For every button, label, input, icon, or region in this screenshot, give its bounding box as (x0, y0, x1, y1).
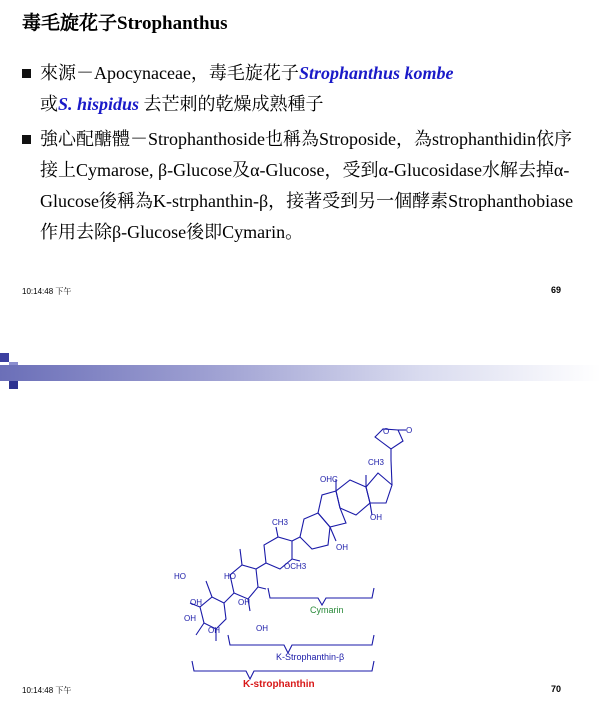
bullet-square-icon (22, 69, 31, 78)
label-ch3-top: CH3 (368, 458, 385, 467)
label-ring-o: O (383, 427, 390, 436)
label-oh-a3: OH (208, 626, 220, 635)
source-prefix: 來源－Apocynaceae，毒毛旋花子 (40, 63, 299, 83)
steroid-ring-a (300, 513, 330, 549)
label-cymarin: Cymarin (310, 605, 344, 615)
label-oh-b1: OH (238, 598, 250, 607)
page-number: 70 (551, 684, 562, 694)
bullet-list (22, 58, 582, 252)
source-connector: 或 (40, 94, 58, 114)
header-gradient-bar (0, 365, 601, 381)
label-carbonyl-o: O (406, 426, 413, 435)
footer-timestamp: 10:14:48 下午 (22, 287, 72, 296)
species-hispidus: S. hispidus (58, 94, 140, 114)
bracket-cymarin (268, 588, 374, 605)
footer-timestamp: 10:14:48 下午 (22, 686, 72, 695)
bullet-source (22, 58, 582, 120)
bracket-k-strophanthin (192, 661, 374, 679)
glucose-ring-alpha (200, 597, 226, 629)
bullet-glycoside (22, 124, 582, 248)
label-ch3-cymarose: CH3 (272, 518, 289, 527)
label-oh-c5: OH (336, 543, 348, 552)
label-oh-b2: OH (256, 624, 268, 633)
steroid-ring-d (366, 473, 392, 503)
label-oh-c14: OH (370, 513, 382, 522)
bullet-square-icon (22, 135, 31, 144)
glycoside-text: 強心配醣體－Strophanthoside也稱為Stroposide，為strophanthidin依序接上Cymarose, β-Glucose及α-Glucose，受到α-Glucosidase水解去掉α-Glucose後稱為K-strphanthin-β，接著受到另一個酵素Strophanthobiase作用去除β-Glucose後即Cymarin。 (40, 129, 574, 242)
label-k-strophanthin-beta: K-Strophanthin-β (276, 652, 345, 662)
species-kombe: Strophanthus kombe (298, 63, 454, 83)
label-ho-glc1: HO (174, 572, 186, 581)
glucose-ring-beta (230, 565, 258, 599)
label-k-strophanthin: K-strophanthin (243, 679, 315, 690)
cymarin-structure-diagram (0, 403, 601, 703)
label-oh-a1: OH (190, 598, 202, 607)
label-oh-a2: OH (184, 614, 196, 623)
slide-title: 毒毛旋花子Strophanthus (22, 13, 228, 34)
label-ohc: OHC (320, 475, 338, 484)
source-suffix: 去芒刺的乾燥成熟種子 (139, 94, 324, 114)
slide-70 (0, 343, 601, 707)
label-och3: OCH3 (284, 562, 307, 571)
page-number: 69 (551, 285, 562, 295)
decor-square (0, 353, 9, 362)
label-ho-glc2: HO (224, 572, 236, 581)
decor-square (9, 380, 18, 389)
slide-69 (0, 0, 601, 300)
bracket-k-strophanthin-beta (228, 635, 374, 653)
